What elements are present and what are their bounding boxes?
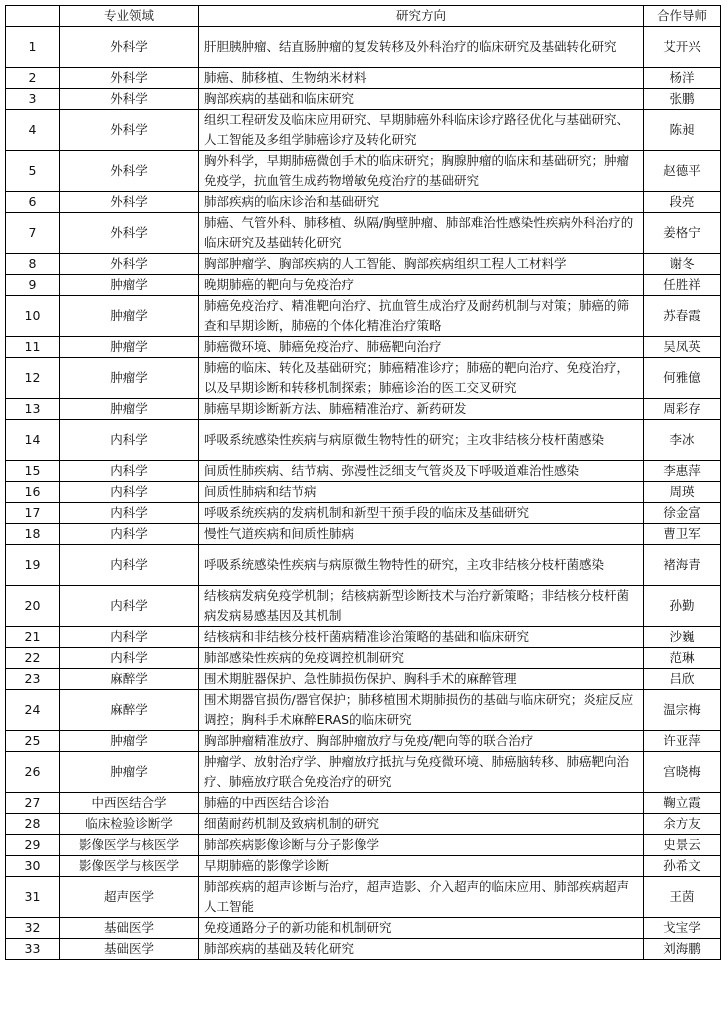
row-research-direction: 围术期脏器保护、急性肺损伤保护、胸科手术的麻醉管理 bbox=[199, 669, 644, 690]
row-number: 17 bbox=[6, 503, 60, 524]
row-number: 15 bbox=[6, 461, 60, 482]
table-row bbox=[6, 275, 721, 296]
table-row bbox=[6, 254, 721, 275]
row-number: 25 bbox=[6, 731, 60, 752]
row-advisor: 李惠萍 bbox=[644, 461, 721, 482]
row-number: 13 bbox=[6, 399, 60, 420]
row-field: 肿瘤学 bbox=[60, 337, 199, 358]
row-field: 内科学 bbox=[60, 545, 199, 586]
row-research-direction: 肺部感染性疾病的免疫调控机制研究 bbox=[199, 648, 644, 669]
row-number: 14 bbox=[6, 420, 60, 461]
row-field: 肿瘤学 bbox=[60, 296, 199, 337]
row-advisor: 鞠立霞 bbox=[644, 793, 721, 814]
row-research-direction: 结核病发病免疫学机制；结核病新型诊断技术与治疗新策略；非结核分枝杆菌病发病易感基因及其机制 bbox=[199, 586, 644, 627]
row-advisor: 范琳 bbox=[644, 648, 721, 669]
row-advisor: 王茵 bbox=[644, 877, 721, 918]
table-row bbox=[6, 793, 721, 814]
row-advisor: 赵德平 bbox=[644, 151, 721, 192]
row-advisor: 孙希文 bbox=[644, 856, 721, 877]
row-research-direction: 晚期肺癌的靶向与免疫治疗 bbox=[199, 275, 644, 296]
row-field: 内科学 bbox=[60, 420, 199, 461]
row-research-direction: 免疫通路分子的新功能和机制研究 bbox=[199, 918, 644, 939]
table-row bbox=[6, 586, 721, 627]
row-advisor: 杨洋 bbox=[644, 68, 721, 89]
row-research-direction: 肺癌的中西医结合诊治 bbox=[199, 793, 644, 814]
row-advisor: 史景云 bbox=[644, 835, 721, 856]
row-field: 肿瘤学 bbox=[60, 358, 199, 399]
row-research-direction: 肺部疾病影像诊断与分子影像学 bbox=[199, 835, 644, 856]
row-field: 麻醉学 bbox=[60, 690, 199, 731]
row-field: 外科学 bbox=[60, 192, 199, 213]
row-field: 中西医结合学 bbox=[60, 793, 199, 814]
row-number: 12 bbox=[6, 358, 60, 399]
table-row bbox=[6, 110, 721, 151]
row-number: 19 bbox=[6, 545, 60, 586]
row-research-direction: 结核病和非结核分枝杆菌病精准诊治策略的基础和临床研究 bbox=[199, 627, 644, 648]
row-field: 内科学 bbox=[60, 648, 199, 669]
table-row bbox=[6, 690, 721, 731]
table-row bbox=[6, 731, 721, 752]
row-research-direction: 肺癌、肺移植、生物纳米材料 bbox=[199, 68, 644, 89]
row-advisor: 张鹏 bbox=[644, 89, 721, 110]
row-advisor: 段亮 bbox=[644, 192, 721, 213]
table-row bbox=[6, 296, 721, 337]
row-research-direction: 呼吸系统疾病的发病机制和新型干预手段的临床及基础研究 bbox=[199, 503, 644, 524]
table-row bbox=[6, 213, 721, 254]
row-number: 1 bbox=[6, 27, 60, 68]
table-row bbox=[6, 627, 721, 648]
row-number: 23 bbox=[6, 669, 60, 690]
row-advisor: 周瑛 bbox=[644, 482, 721, 503]
row-research-direction: 肺部疾病的临床诊治和基础研究 bbox=[199, 192, 644, 213]
table-row bbox=[6, 835, 721, 856]
row-number: 10 bbox=[6, 296, 60, 337]
row-field: 基础医学 bbox=[60, 918, 199, 939]
row-number: 24 bbox=[6, 690, 60, 731]
row-field: 内科学 bbox=[60, 627, 199, 648]
table-row bbox=[6, 89, 721, 110]
row-field: 外科学 bbox=[60, 68, 199, 89]
row-research-direction: 呼吸系统感染性疾病与病原微生物特性的研究；主攻非结核分枝杆菌感染 bbox=[199, 420, 644, 461]
row-research-direction: 肝胆胰肿瘤、结直肠肿瘤的复发转移及外科治疗的临床研究及基础转化研究 bbox=[199, 27, 644, 68]
row-research-direction: 肺部疾病的基础及转化研究 bbox=[199, 939, 644, 960]
row-research-direction: 围术期器官损伤/器官保护；肺移植围术期肺损伤的基础与临床研究；炎症反应调控；胸科手术麻醉ERAS的临床研究 bbox=[199, 690, 644, 731]
header-no bbox=[6, 6, 60, 27]
row-field: 肿瘤学 bbox=[60, 731, 199, 752]
row-advisor: 李冰 bbox=[644, 420, 721, 461]
row-field: 内科学 bbox=[60, 586, 199, 627]
row-number: 11 bbox=[6, 337, 60, 358]
table-row bbox=[6, 752, 721, 793]
row-research-direction: 间质性肺病和结节病 bbox=[199, 482, 644, 503]
table-row bbox=[6, 68, 721, 89]
row-number: 8 bbox=[6, 254, 60, 275]
row-advisor: 褚海青 bbox=[644, 545, 721, 586]
row-number: 4 bbox=[6, 110, 60, 151]
table-row bbox=[6, 420, 721, 461]
row-advisor: 曹卫军 bbox=[644, 524, 721, 545]
row-advisor: 姜格宁 bbox=[644, 213, 721, 254]
row-research-direction: 肺癌微环境、肺癌免疫治疗、肺癌靶向治疗 bbox=[199, 337, 644, 358]
row-advisor: 温宗梅 bbox=[644, 690, 721, 731]
row-research-direction: 组织工程研发及临床应用研究、早期肺癌外科临床诊疗路径优化与基础研究、人工智能及多组学肺癌诊疗及转化研究 bbox=[199, 110, 644, 151]
header-direction: 研究方向 bbox=[199, 6, 644, 27]
row-number: 21 bbox=[6, 627, 60, 648]
row-advisor: 艾开兴 bbox=[644, 27, 721, 68]
row-advisor: 戈宝学 bbox=[644, 918, 721, 939]
row-field: 外科学 bbox=[60, 27, 199, 68]
row-number: 32 bbox=[6, 918, 60, 939]
row-advisor: 沙巍 bbox=[644, 627, 721, 648]
row-advisor: 宫晓梅 bbox=[644, 752, 721, 793]
table-row bbox=[6, 27, 721, 68]
table-row bbox=[6, 482, 721, 503]
table-row bbox=[6, 856, 721, 877]
row-research-direction: 肺癌、气管外科、肺移植、纵隔/胸壁肿瘤、肺部难治性感染性疾病外科治疗的临床研究及基础转化研究 bbox=[199, 213, 644, 254]
row-number: 7 bbox=[6, 213, 60, 254]
row-advisor: 吕欣 bbox=[644, 669, 721, 690]
header-area: 专业领域 bbox=[60, 6, 199, 27]
row-number: 3 bbox=[6, 89, 60, 110]
row-research-direction: 肿瘤学、放射治疗学、肿瘤放疗抵抗与免疫微环境、肺癌脑转移、肺癌靶向治疗、肺癌放疗联合免疫治疗的研究 bbox=[199, 752, 644, 793]
row-number: 31 bbox=[6, 877, 60, 918]
row-research-direction: 肺癌早期诊断新方法、肺癌精准治疗、新药研发 bbox=[199, 399, 644, 420]
row-advisor: 任胜祥 bbox=[644, 275, 721, 296]
row-number: 9 bbox=[6, 275, 60, 296]
table-row bbox=[6, 337, 721, 358]
row-number: 22 bbox=[6, 648, 60, 669]
row-advisor: 吴凤英 bbox=[644, 337, 721, 358]
row-research-direction: 肺癌的临床、转化及基础研究；肺癌精准诊疗；肺癌的靶向治疗、免疫治疗，以及早期诊断和转移机制探索；肺癌诊治的医工交叉研究 bbox=[199, 358, 644, 399]
row-advisor: 陈昶 bbox=[644, 110, 721, 151]
row-field: 内科学 bbox=[60, 524, 199, 545]
row-number: 28 bbox=[6, 814, 60, 835]
row-research-direction: 胸部肿瘤学、胸部疾病的人工智能、胸部疾病组织工程人工材料学 bbox=[199, 254, 644, 275]
row-number: 29 bbox=[6, 835, 60, 856]
row-research-direction: 间质性肺疾病、结节病、弥漫性泛细支气管炎及下呼吸道难治性感染 bbox=[199, 461, 644, 482]
row-number: 30 bbox=[6, 856, 60, 877]
row-advisor: 余方友 bbox=[644, 814, 721, 835]
table-row bbox=[6, 648, 721, 669]
row-field: 影像医学与核医学 bbox=[60, 856, 199, 877]
row-number: 20 bbox=[6, 586, 60, 627]
row-research-direction: 胸部疾病的基础和临床研究 bbox=[199, 89, 644, 110]
row-research-direction: 呼吸系统感染性疾病与病原微生物特性的研究，主攻非结核分枝杆菌感染 bbox=[199, 545, 644, 586]
row-number: 27 bbox=[6, 793, 60, 814]
mentor-table bbox=[5, 5, 721, 960]
row-advisor: 孙勤 bbox=[644, 586, 721, 627]
table-row bbox=[6, 151, 721, 192]
row-field: 内科学 bbox=[60, 503, 199, 524]
row-advisor: 苏春霞 bbox=[644, 296, 721, 337]
row-research-direction: 细菌耐药机制及致病机制的研究 bbox=[199, 814, 644, 835]
row-number: 2 bbox=[6, 68, 60, 89]
table-row bbox=[6, 939, 721, 960]
row-field: 内科学 bbox=[60, 461, 199, 482]
table-row bbox=[6, 461, 721, 482]
row-number: 33 bbox=[6, 939, 60, 960]
row-number: 18 bbox=[6, 524, 60, 545]
row-research-direction: 早期肺癌的影像学诊断 bbox=[199, 856, 644, 877]
row-field: 麻醉学 bbox=[60, 669, 199, 690]
row-field: 肿瘤学 bbox=[60, 752, 199, 793]
table-row bbox=[6, 503, 721, 524]
row-advisor: 谢冬 bbox=[644, 254, 721, 275]
row-field: 临床检验诊断学 bbox=[60, 814, 199, 835]
table-row bbox=[6, 545, 721, 586]
row-field: 外科学 bbox=[60, 213, 199, 254]
row-number: 26 bbox=[6, 752, 60, 793]
table-body bbox=[6, 27, 721, 960]
row-number: 6 bbox=[6, 192, 60, 213]
row-research-direction: 肺部疾病的超声诊断与治疗，超声造影、介入超声的临床应用、肺部疾病超声人工智能 bbox=[199, 877, 644, 918]
row-advisor: 许亚萍 bbox=[644, 731, 721, 752]
row-number: 16 bbox=[6, 482, 60, 503]
table-row bbox=[6, 192, 721, 213]
row-field: 基础医学 bbox=[60, 939, 199, 960]
row-advisor: 周彩存 bbox=[644, 399, 721, 420]
row-number: 5 bbox=[6, 151, 60, 192]
header-row bbox=[6, 6, 721, 27]
row-field: 外科学 bbox=[60, 89, 199, 110]
table-row bbox=[6, 399, 721, 420]
table-row bbox=[6, 524, 721, 545]
row-field: 肿瘤学 bbox=[60, 275, 199, 296]
table-row bbox=[6, 669, 721, 690]
table-row bbox=[6, 814, 721, 835]
row-research-direction: 肺癌免疫治疗、精准靶向治疗、抗血管生成治疗及耐药机制与对策；肺癌的筛查和早期诊断，肺癌的个体化精准治疗策略 bbox=[199, 296, 644, 337]
table-row bbox=[6, 877, 721, 918]
row-research-direction: 胸部肿瘤精准放疗、胸部肿瘤放疗与免疫/靶向等的联合治疗 bbox=[199, 731, 644, 752]
row-advisor: 刘海鹏 bbox=[644, 939, 721, 960]
row-field: 超声医学 bbox=[60, 877, 199, 918]
row-field: 肿瘤学 bbox=[60, 399, 199, 420]
row-research-direction: 慢性气道疾病和间质性肺病 bbox=[199, 524, 644, 545]
row-advisor: 徐金富 bbox=[644, 503, 721, 524]
table-row bbox=[6, 918, 721, 939]
row-research-direction: 胸外科学，早期肺癌微创手术的临床研究；胸腺肿瘤的临床和基础研究；肿瘤免疫学，抗血管生成药物增敏免疫治疗的基础研究 bbox=[199, 151, 644, 192]
row-field: 外科学 bbox=[60, 110, 199, 151]
row-field: 影像医学与核医学 bbox=[60, 835, 199, 856]
row-field: 内科学 bbox=[60, 482, 199, 503]
header-advisor: 合作导师 bbox=[644, 6, 721, 27]
row-field: 外科学 bbox=[60, 254, 199, 275]
row-field: 外科学 bbox=[60, 151, 199, 192]
table-row bbox=[6, 358, 721, 399]
row-advisor: 何雅億 bbox=[644, 358, 721, 399]
